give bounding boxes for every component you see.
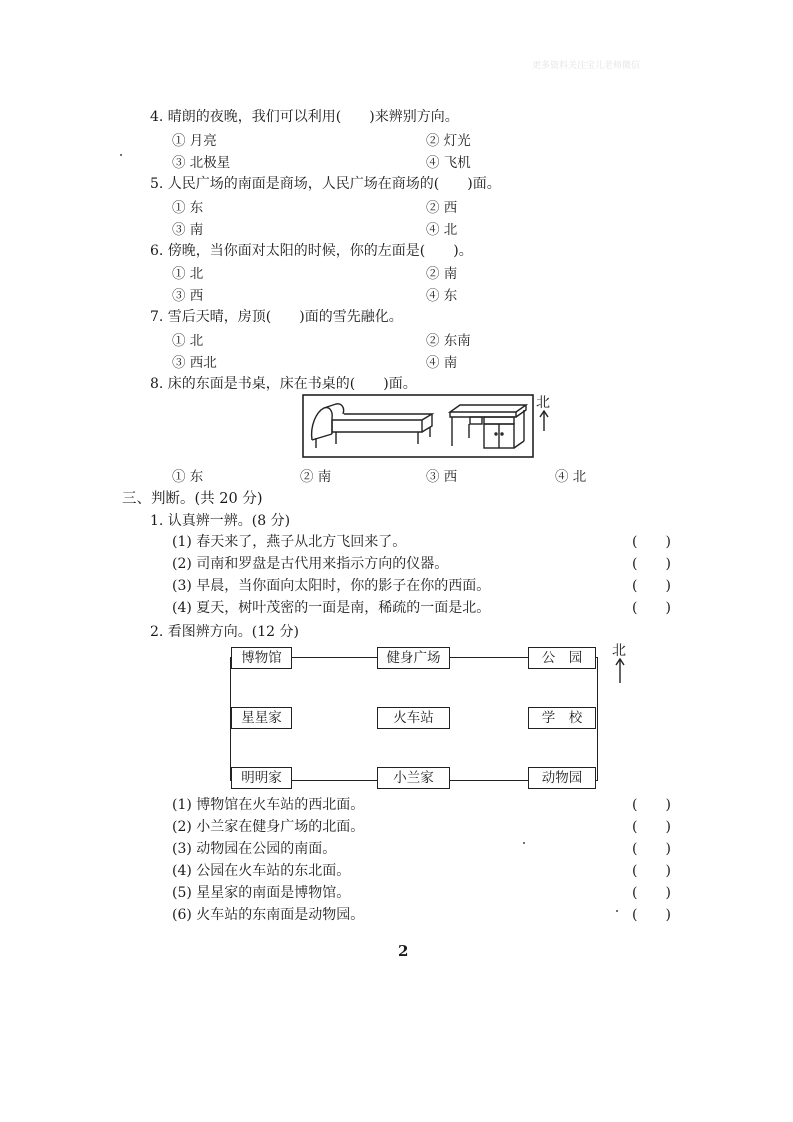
watermark-text: 更多资料关注宝儿老师微信	[532, 61, 641, 71]
question-4-option-3[interactable]: ③ 北极星	[172, 155, 231, 171]
judge-item-2: (2) 司南和罗盘是古代用来指示方向的仪器。	[172, 556, 449, 572]
north-label-map: 北	[612, 643, 626, 659]
map-item-2: (2) 小兰家在健身广场的北面。	[172, 819, 365, 835]
answer-paren-2-3[interactable]: ( )	[632, 841, 671, 857]
judge-item-3: (3) 早晨，当你面向太阳时，你的影子在你的西面。	[172, 578, 491, 594]
bed-desk-drawing	[302, 394, 534, 458]
map-label-xingxing-home: 星星家	[231, 707, 292, 729]
question-5-option-1[interactable]: ① 东	[172, 200, 204, 216]
bed-desk-illustration	[302, 394, 534, 458]
answer-paren-2-6[interactable]: ( )	[632, 907, 671, 923]
question-8-option-2[interactable]: ② 南	[300, 469, 332, 485]
part-1-title: 1. 认真辨一辨。(8 分)	[150, 513, 291, 529]
answer-paren-1-2[interactable]: ( )	[632, 556, 671, 572]
answer-paren-1-1[interactable]: ( )	[632, 534, 671, 550]
question-5-option-4[interactable]: ④ 北	[426, 222, 458, 238]
map-item-1: (1) 博物馆在火车站的西北面。	[172, 797, 365, 813]
question-8-stem: 8. 床的东面是书桌，床在书桌的( )面。	[150, 376, 417, 392]
map-item-4: (4) 公园在火车站的东北面。	[172, 863, 351, 879]
map-label-school: 学 校	[528, 707, 596, 729]
answer-paren-1-3[interactable]: ( )	[632, 578, 671, 594]
map-label-zoo: 动物园	[528, 767, 596, 789]
scan-speck	[616, 910, 618, 912]
part-2-title: 2. 看图辨方向。(12 分)	[150, 624, 299, 640]
map-label-mingming-home: 明明家	[231, 767, 292, 789]
map-label-museum: 博物馆	[231, 647, 292, 669]
answer-paren-2-5[interactable]: ( )	[632, 885, 671, 901]
question-6-option-3[interactable]: ③ 西	[172, 288, 204, 304]
answer-paren-2-2[interactable]: ( )	[632, 819, 671, 835]
answer-paren-2-4[interactable]: ( )	[632, 863, 671, 879]
question-4-stem: 4. 晴朗的夜晚，我们可以利用( )来辨别方向。	[150, 109, 459, 125]
question-6-option-4[interactable]: ④ 东	[426, 288, 458, 304]
question-6-stem: 6. 傍晚，当你面对太阳的时候，你的左面是( )。	[150, 243, 473, 259]
question-7-option-3[interactable]: ③ 西北	[172, 355, 217, 371]
question-5-option-2[interactable]: ② 西	[426, 200, 458, 216]
north-arrow-icon	[538, 410, 550, 436]
map-label-park: 公 园	[528, 647, 596, 669]
answer-paren-2-1[interactable]: ( )	[632, 797, 671, 813]
map-label-train-station: 火车站	[377, 707, 450, 729]
map-label-xiaolan-home: 小兰家	[377, 767, 450, 789]
question-4-option-4[interactable]: ④ 飞机	[426, 155, 471, 171]
scan-speck	[523, 842, 525, 844]
question-6-option-1[interactable]: ① 北	[172, 266, 204, 282]
question-7-option-4[interactable]: ④ 南	[426, 355, 458, 371]
map-item-5: (5) 星星家的南面是博物馆。	[172, 885, 351, 901]
page-number: 2	[398, 942, 409, 960]
question-4-option-1[interactable]: ① 月亮	[172, 133, 217, 149]
judge-item-1: (1) 春天来了，燕子从北方飞回来了。	[172, 534, 407, 550]
scan-speck	[120, 154, 122, 156]
question-5-stem: 5. 人民广场的南面是商场，人民广场在商场的( )面。	[150, 176, 501, 192]
question-4-option-2[interactable]: ② 灯光	[426, 133, 471, 149]
question-8-option-3[interactable]: ③ 西	[426, 469, 458, 485]
answer-paren-1-4[interactable]: ( )	[632, 600, 671, 616]
north-arrow-map-icon	[614, 658, 626, 688]
question-8-option-4[interactable]: ④ 北	[555, 469, 587, 485]
judge-item-4: (4) 夏天，树叶茂密的一面是南，稀疏的一面是北。	[172, 600, 491, 616]
question-7-option-1[interactable]: ① 北	[172, 333, 204, 349]
question-6-option-2[interactable]: ② 南	[426, 266, 458, 282]
map-item-3: (3) 动物园在公园的南面。	[172, 841, 337, 857]
north-label-q8: 北	[536, 395, 550, 411]
question-8-option-1[interactable]: ① 东	[172, 469, 204, 485]
map-item-6: (6) 火车站的东南面是动物园。	[172, 907, 365, 923]
question-7-stem: 7. 雪后天晴，房顶( )面的雪先融化。	[150, 309, 403, 325]
section-3-title: 三、判断。(共 20 分)	[122, 491, 263, 507]
question-5-option-3[interactable]: ③ 南	[172, 222, 204, 238]
question-7-option-2[interactable]: ② 东南	[426, 333, 471, 349]
map-label-fitness-square: 健身广场	[377, 647, 450, 669]
